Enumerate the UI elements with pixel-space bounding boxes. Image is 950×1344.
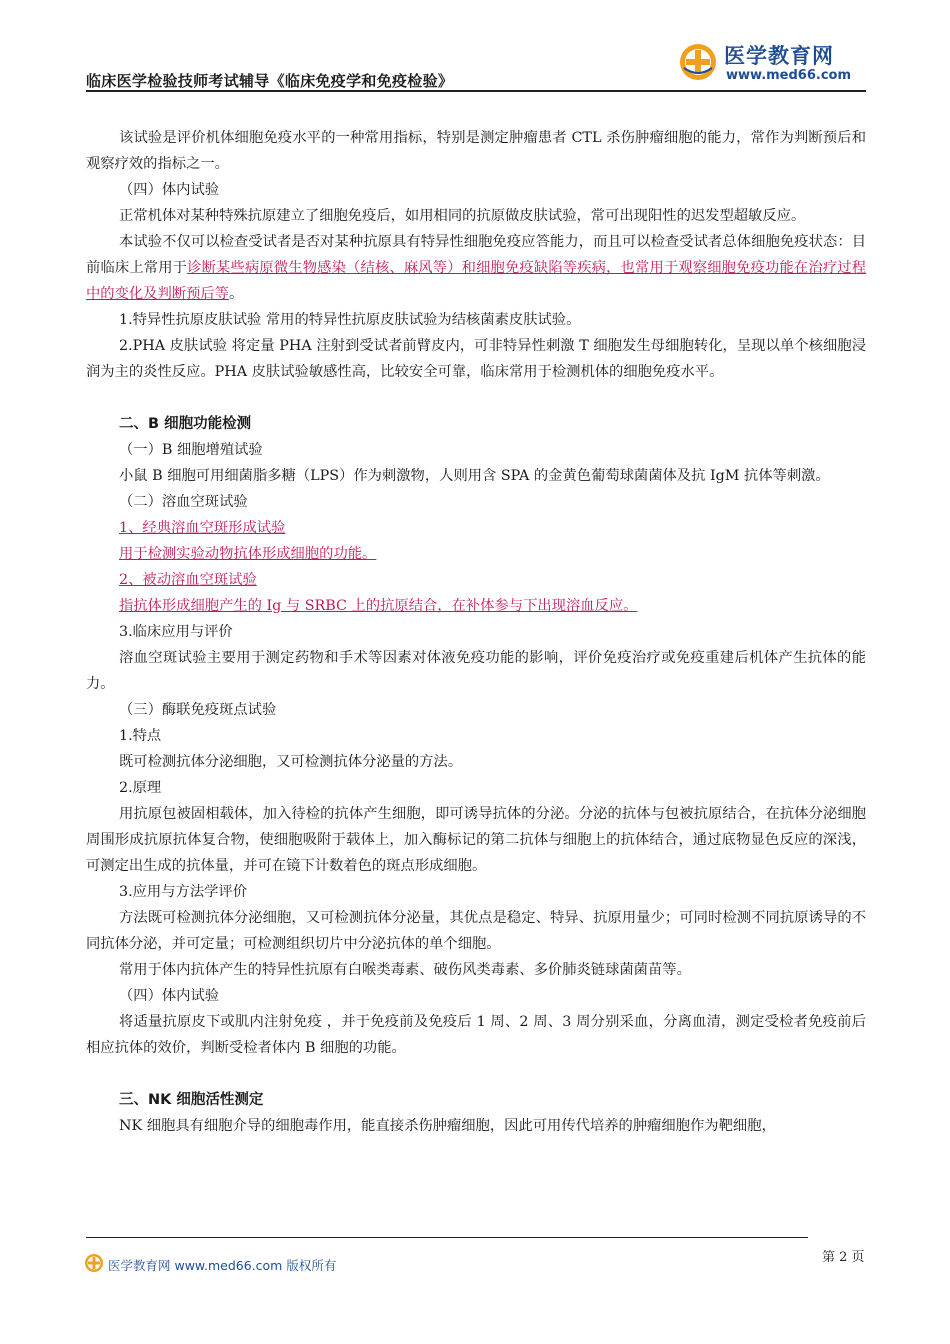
logo-url[interactable]: www.med66.com xyxy=(726,68,852,83)
highlight-line xyxy=(86,593,866,619)
highlighted-text: 2、被动溶血空斑试验 xyxy=(119,572,257,588)
highlighted-text: 诊断某些病原微生物感染（结核、麻风等）和细胞免疫缺陷等疾病，也常用于观察细胞免疫功能在治疗过程中的变化及判断预后等 xyxy=(86,260,867,302)
paragraph: 用抗原包被固相载体，加入待检的抗体产生细胞，即可诱导抗体的分泌。分泌的抗体与包被抗原结合，在抗体分泌细胞周围形成抗原抗体复合物，使细胞吸附于载体上，加入酶标记的第二抗体与细胞上的抗体结合，通过底物显色反应的深浅，可测定出生成的抗体量，并可在镜下计数着色的斑点形成细胞。 xyxy=(86,806,866,874)
subsection-heading: 3.临床应用与评价 xyxy=(119,624,233,640)
paragraph: 2.PHA 皮肤试验 将定量 PHA 注射到受试者前臂皮内，可非特异性刺激 T 细胞发生母细胞转化，呈现以单个核细胞浸润为主的炎性反应。PHA 皮肤试验敏感性高，比较安全可靠，临床常用于检测机体的细胞免疫水平。 xyxy=(86,338,866,380)
med66-cross-logo-icon xyxy=(678,42,718,82)
document-header-title: 临床医学检验技师考试辅导《临床免疫学和免疫检验》 xyxy=(86,72,454,90)
highlighted-text: 指抗体形成细胞产生的 Ig 与 SRBC 上的抗原结合，在补体参与下出现溶血反应。 xyxy=(119,598,638,614)
paragraph: 常用于体内抗体产生的特异性抗原有白喉类毒素、破伤风类毒素、多价肺炎链球菌菌苗等。 xyxy=(119,962,691,978)
paragraph: 将适量抗原皮下或肌内注射免疫 ，并于免疫前及免疫后 1 周、2 周、3 周分别采血，分离血清，测定受检者免疫前后相应抗体的效价，判断受检者体内 B 细胞的功能。 xyxy=(86,1014,866,1056)
paragraph: 溶血空斑试验主要用于测定药物和手术等因素对体液免疫功能的影响，评价免疫治疗或免疫重建后机体产生抗体的能力。 xyxy=(86,650,866,692)
paragraph: 该试验是评价机体细胞免疫水平的一种常用指标，特别是测定肿瘤患者 CTL 杀伤肿瘤细胞的能力，常作为判断预后和观察疗效的指标之一。 xyxy=(86,130,866,172)
highlight-line xyxy=(86,567,866,593)
subsection-heading: 1.特点 xyxy=(119,728,162,744)
header-divider xyxy=(86,90,866,92)
paragraph-text: 。 xyxy=(228,286,244,302)
paragraph-text: 本试验不仅可以检查受试者是否对某种抗原具有特异性细胞免疫应答能力，而且可以检查受试者总体细胞免疫状态：目前临床上常用于 xyxy=(86,234,866,276)
footer-divider xyxy=(86,1237,808,1238)
highlight-line xyxy=(86,541,866,567)
logo-name: 医学教育网 xyxy=(724,44,834,68)
highlight-line xyxy=(86,515,866,541)
section-heading: （四）体内试验 xyxy=(119,182,220,198)
highlighted-text: 用于检测实验动物抗体形成细胞的功能。 xyxy=(119,546,377,562)
footer-logo-icon xyxy=(84,1253,104,1273)
section-heading: （四）体内试验 xyxy=(119,988,220,1004)
section-heading: （一）B 细胞增殖试验 xyxy=(119,442,263,458)
section-title: 二、B 细胞功能检测 xyxy=(119,416,252,432)
subsection-heading: 2.原理 xyxy=(119,780,162,796)
paragraph: 方法既可检测抗体分泌细胞，又可检测抗体分泌量，其优点是稳定、特异、抗原用量少；可同时检测不同抗原诱导的不同抗体分泌，并可定量；可检测组织切片中分泌抗体的单个细胞。 xyxy=(86,910,866,952)
paragraph: 小鼠 B 细胞可用细菌脂多糖（LPS）作为刺激物，人则用含 SPA 的金黄色葡萄球菌菌体及抗 IgM 抗体等刺激。 xyxy=(119,468,830,484)
page-number: 第 2 页 xyxy=(822,1250,865,1265)
highlighted-text: 1、经典溶血空斑形成试验 xyxy=(119,520,286,536)
subsection-heading: 3.应用与方法学评价 xyxy=(119,884,248,900)
spacer xyxy=(86,1061,866,1087)
paragraph: 既可检测抗体分泌细胞，又可检测抗体分泌量的方法。 xyxy=(119,754,463,770)
section-heading: （三）酶联免疫斑点试验 xyxy=(119,702,277,718)
document-body xyxy=(86,125,866,1139)
site-logo xyxy=(676,40,876,86)
paragraph: NK 细胞具有细胞介导的细胞毒作用，能直接杀伤肿瘤细胞，因此可用传代培养的肿瘤细胞作为靶细胞， xyxy=(119,1118,776,1134)
section-heading: （二）溶血空斑试验 xyxy=(119,494,248,510)
paragraph: 正常机体对某种特殊抗原建立了细胞免疫后，如用相同的抗原做皮肤试验，常可出现阳性的迟发型超敏反应。 xyxy=(119,208,806,224)
paragraph xyxy=(86,229,866,307)
footer-copyright: 医学教育网 www.med66.com 版权所有 xyxy=(108,1258,337,1273)
section-title: 三、NK 细胞活性测定 xyxy=(119,1092,264,1108)
spacer xyxy=(86,385,866,411)
paragraph: 1.特异性抗原皮肤试验 常用的特异性抗原皮肤试验为结核菌素皮肤试验。 xyxy=(119,312,581,328)
